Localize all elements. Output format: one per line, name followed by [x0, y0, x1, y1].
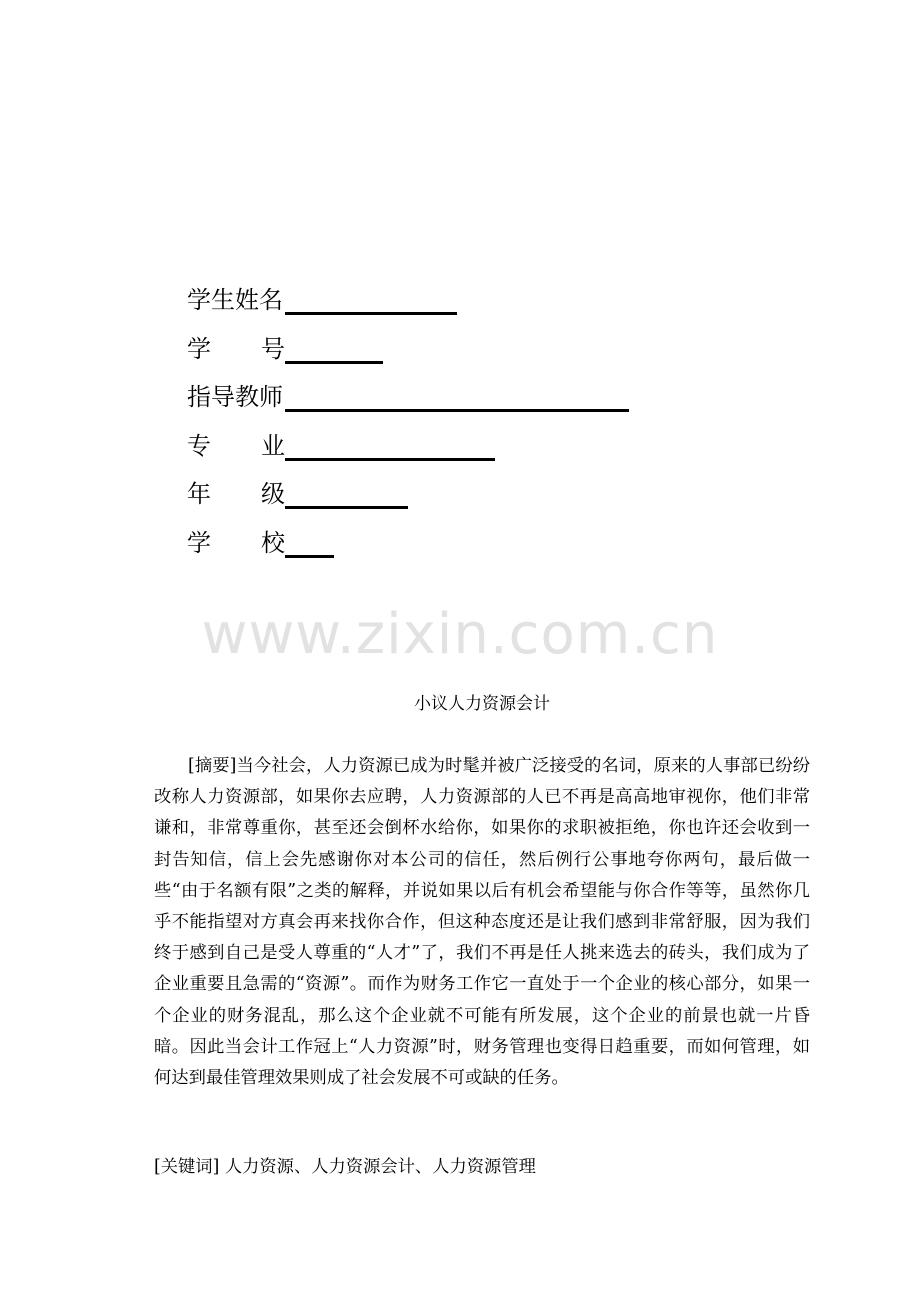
keywords-line: [关键词] 人力资源、人力资源会计、人力资源管理	[154, 1157, 536, 1177]
student-id-label	[187, 331, 285, 367]
watermark-text: www.zixin.com.cn	[201, 602, 719, 667]
grade-blank-line	[285, 506, 408, 509]
advisor-blank-line	[285, 409, 629, 412]
student-id-label-char-2: 号	[261, 334, 285, 363]
student-id-blank-line	[285, 361, 383, 364]
grade-label	[187, 476, 285, 512]
student-name-label: 学生姓名	[187, 286, 283, 314]
abstract-paragraph: [摘要]当今社会，人力资源已成为时髦并被广泛接受的名词，原来的人事部已纷纷改称人力资源部，如果你去应聘，人力资源部的人已不再是高高地审视你，他们非常谦和，非常尊重你，甚至还会倒杯水给你，如果你的求职被拒绝，你也许还会收到一封告知信，信上会先感谢你对本公司的信任，然后例行公事地夸你两句，最后做一些“由于名额有限”之类的解释，并说如果以后有机会希望能与你合作等等，虽然你几乎不能指望对方真会再来找你合作，但这种态度还是让我们感到非常舒服，因为我们终于感到自己是受人尊重的“人才”了，我们不再是任人挑来选去的砖头，我们成为了企业重要且急需的“资源”。而作为财务工作它一直处于一个企业的核心部分，如果一个企业的财务混乱，那么这个企业就不可能有所发展，这个企业的前景也就一片昏暗。因此当会计工作冠上“人力资源”时，财务管理也变得日趋重要，而如何管理，如何达到最佳管理效果则成了社会发展不可或缺的任务。	[154, 756, 810, 1089]
article-title: 小议人力资源会计	[414, 694, 550, 714]
grade-label-char-1: 年	[187, 480, 211, 509]
school-label-char-2: 校	[261, 528, 285, 557]
major-blank-line	[285, 458, 495, 461]
student-id-label-char-1: 学	[187, 334, 211, 363]
school-label-char-1: 学	[187, 528, 211, 557]
major-label-char-1: 专	[187, 431, 211, 460]
advisor-label: 指导教师	[187, 383, 283, 412]
grade-label-char-2: 级	[261, 480, 285, 509]
school-label	[187, 525, 285, 561]
student-name-blank-line	[285, 312, 457, 315]
major-label-char-2: 业	[261, 431, 285, 460]
major-label	[187, 428, 285, 464]
school-blank-line	[285, 555, 334, 558]
